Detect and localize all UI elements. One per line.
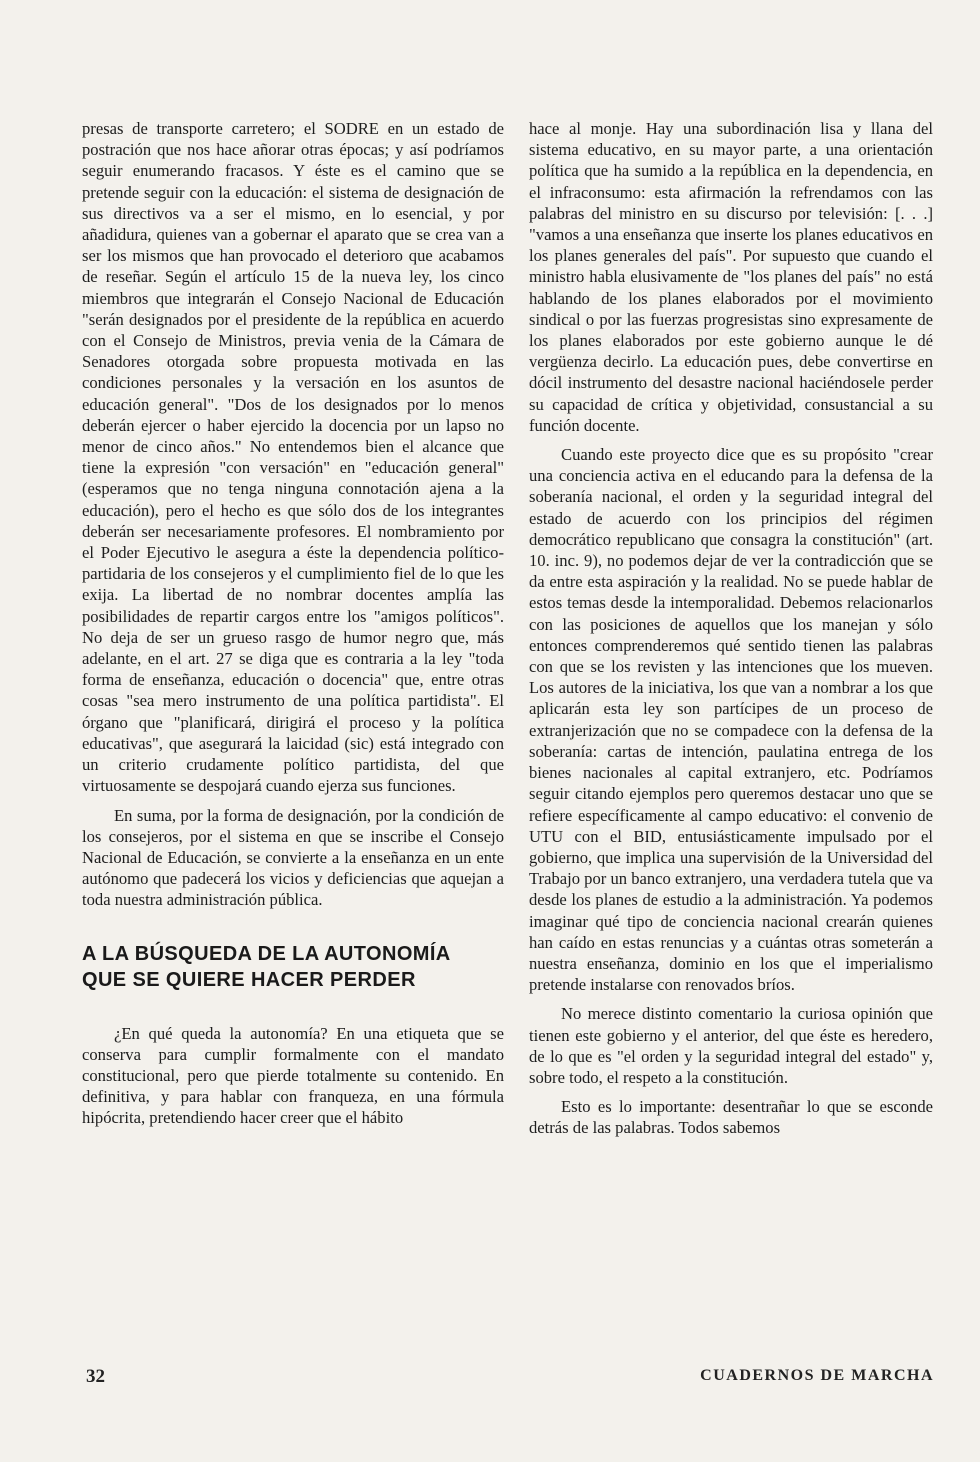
- publication-name: CUADERNOS DE MARCHA: [700, 1367, 934, 1384]
- left-paragraph-1: presas de transporte carretero; el SODRE en un estado de postración que nos hace añorar otras épocas; y así podríamos seguir enumerando fracasos. Y éste es el camino que se pretende seguir con la educación: el sistema de designación de sus directivos va a ser el mismo, en lo esencial, y por añadidura, quienes van a gobernar el aparato que se crea van a ser los mismos que han provocado el deterioro que acabamos de reseñar. Según el artículo 15 de la nueva ley, los cinco miembros que integrarán el Consejo Nacional de Educación "serán designados por el presidente de la república en acuerdo con el Consejo de Ministros, previa venia de la Cámara de Senadores otorgada sobre propuesta motivada en las condiciones personales y la versación en los asuntos de educación general". "Dos de los designados por lo menos deberán ejercer o haber ejercido la docencia por un lapso no menor de cinco años." No entendemos bien el alcance que tiene la expresión "con versación" en "educación general" (esperamos que no tenga ninguna connotación ajena a la educación), pero el hecho es que sólo dos de los integrantes deberán ser necesariamente profesores. El nombramiento por el Poder Ejecutivo le asegura a éste la dependencia político-partidaria de los consejeros y el cumplimiento fiel de lo que les exija. La libertad de no nombrar docentes amplía las posibilidades de repartir cargos entre los "amigos políticos". No deja de ser un grueso rasgo de humor negro que, más adelante, en el art. 27 se diga que es contraria a la ley "toda forma de enseñanza, educación o docencia" que, entre otras cosas "sea mero instrumento de una política partidista". El órgano que "planificará, dirigirá el proceso y la política educativas", que asegurará la laicidad (sic) está integrado con un criterio crudamente político partidista, del que virtuosamente se despojará cuando ejerza sus funciones.: [82, 119, 504, 796]
- page-number: 32: [86, 1366, 105, 1387]
- right-paragraph-4: Esto es lo importante: desentrañar lo que se esconde detrás de las palabras. Todos sabemos: [529, 1097, 933, 1138]
- left-paragraph-2: En suma, por la forma de designación, por la condición de los consejeros, por el sistema en que se inscribe el Consejo Nacional de Educación, se convierte a la enseñanza en un ente autónomo que padecerá los vicios y deficiencias que aquejan a toda nuestra administración pública.: [82, 805, 504, 910]
- right-column: [529, 118, 933, 1139]
- section-heading: [82, 941, 504, 993]
- right-paragraph-1: hace al monje. Hay una subordinación lisa y llana del sistema educativo, en su mayor parte, a una orientación política que ha sumido a la república en la dependencia, en el infraconsumo: esta afirmación la refrendamos con las palabras del ministro en su discurso por televisión: [. . .] "vamos a una enseñanza que inserte los planes educativos en los planes generales del país". Por supuesto que cuando el ministro habla elusivamente de "los planes del país" no está hablando de los planes elaborados por el movimiento sindical o por las fuerzas progresistas sino expresamente de los planes elaborados por este gobierno aunque le dé vergüenza decirlo. La educación pues, debe convertirse en dócil instrumento del desastre nacional haciéndosele perder su capacidad de crítica y objetividad, consustancial a su función docente.: [529, 119, 933, 435]
- section-heading-line-2: QUE SE QUIERE HACER PERDER: [82, 968, 416, 991]
- section-heading-line-1: A LA BÚSQUEDA DE LA AUTONOMÍA: [82, 942, 451, 965]
- left-paragraph-3: ¿En qué queda la autonomía? En una etiqueta que se conserva para cumplir formalmente con el mandato constitucional, pero que pierde totalmente su contenido. En definitiva, y para hablar con franqueza, en una fórmula hipócrita, pretendiendo hacer creer que el hábito: [82, 1023, 504, 1128]
- right-paragraph-3: No merece distinto comentario la curiosa opinión que tienen este gobierno y el anterior, del que éste es heredero, de lo que es "el orden y la seguridad integral del estado" y, sobre todo, el respeto a la constitución.: [529, 1004, 933, 1087]
- right-paragraph-2: Cuando este proyecto dice que es su propósito "crear una conciencia activa en el educando para la defensa de la soberanía nacional, el orden y la seguridad integral del estado de acuerdo con los principios del régimen democrático republicano que consagra la constitución" (art. 10. inc. 9), no podemos dejar de ver la contradicción que se da entre esta aspiración y la realidad. No se puede hablar de estos temas desde la intemporalidad. Debemos relacionarlos con las posiciones de aquellos que los manejan y sólo entonces comprenderemos qué sentido tienen las palabras con que se los revisten y las intenciones que los mueven. Los autores de la iniciativa, los que van a nombrar a los que aplicarán esta ley son partícipes de un proceso de extranjerización que no se compadece con la defensa de la soberanía: cartas de intención, paulatina entrega de los bienes nacionales al capital extranjero, etc. Podríamos seguir citando ejemplos pero queremos destacar uno que se refiere específicamente al campo educativo: el convenio de UTU con el BID, entusiásticamente impulsado por el gobierno, que implica una supervisión de la Universidad del Trabajo por un banco extranjero, una verdadera tutela que va desde los planes de estudio a la administración. Ya podemos imaginar qué tipo de conciencia nacional crearán quienes han caído en estas renuncias y a cuántas otras someterán a nuestra enseñanza, dominio en los que el imperialismo pretende instalarse con renovados bríos.: [529, 445, 933, 995]
- left-column: [82, 118, 504, 1129]
